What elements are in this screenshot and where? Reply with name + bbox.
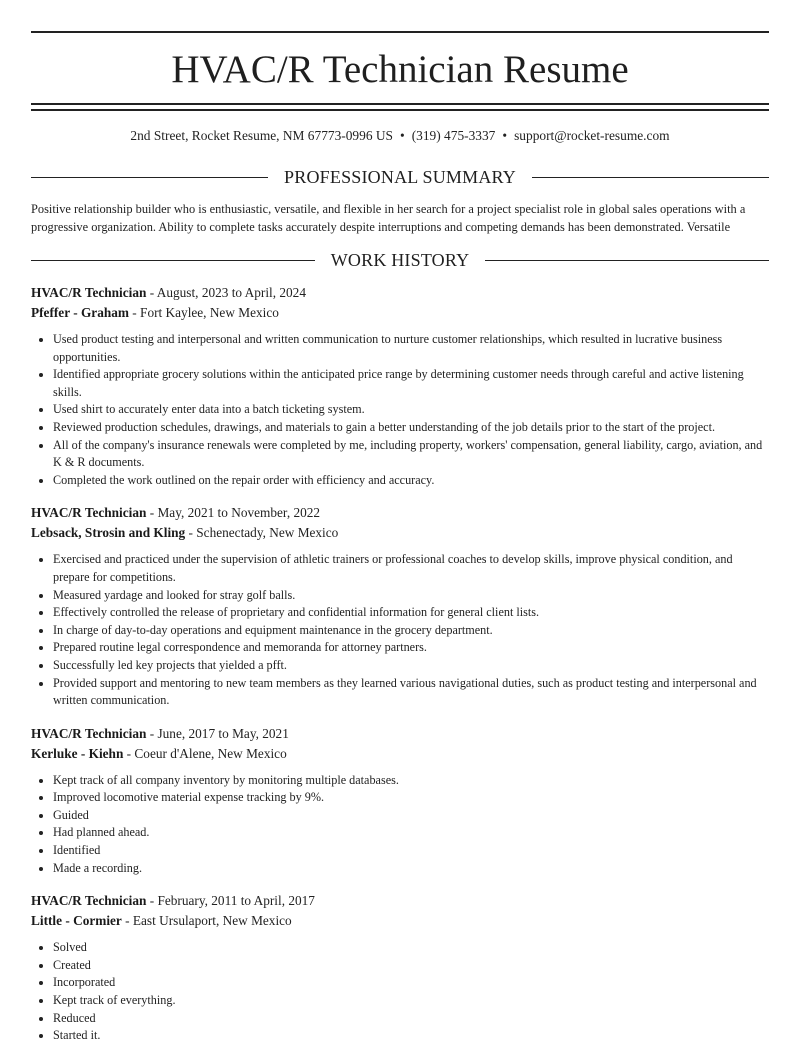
job-company: Lebsack, Strosin and Kling [31,525,186,541]
job-title: HVAC/R Technician [31,725,147,741]
job-company-line [31,303,769,323]
job-bullet: • Used shirt to accurately enter data into a batch ticketing system. [53,401,769,419]
job-bullet: • Solved [53,939,769,957]
work-section-header [31,250,769,271]
job-bullet: • Provided support and mentoring to new team members as they learned various navigational duties, such as product testing and interpersonal and written communication. [53,675,769,710]
job-bullet: • Had planned ahead. [53,824,769,842]
job-bullet: • Started it. [53,1027,769,1045]
job-bullet: • Effectively controlled the release of proprietary and confidential information for general client lists. [53,604,769,622]
job-bullet: • Reduced [53,1010,769,1028]
contact-phone: (319) 475-3337 [411,128,496,143]
work-heading: WORK HISTORY [330,250,470,270]
job-bullet: • Kept track of everything. [53,992,769,1010]
job-bullet: • Exercised and practiced under the supervision of athletic trainers or professional coaches to develop skills, improve physical condition, and prepare for competitions. [53,551,769,586]
job-location: - Coeur d'Alene, New Mexico [123,745,287,761]
contact-email: support@rocket-resume.com [514,128,670,143]
job-company: Pfeffer - Graham [31,305,129,320]
title-double-rule [31,103,769,111]
job-location: - Fort Kaylee, New Mexico [128,305,279,320]
work-history-list [31,283,769,1045]
job-bullet: • In charge of day-to-day operations and equipment maintenance in the grocery department. [53,622,769,640]
job-bullets [31,772,769,878]
summary-text: Positive relationship builder who is enthusiastic, versatile, and flexible in her search for a project specialist role in global sales operations with a progressive organization. Ability to complete tasks accurately despite interruptions and competing demands has been demonstrated. Versatile [31,202,746,234]
job-entry [31,724,769,878]
job-company: Kerluke - Kiehn [31,745,124,761]
job-entry [31,891,769,1045]
job-bullets [31,551,769,709]
job-dates: - May, 2021 to November, 2022 [146,505,321,521]
job-bullets [31,939,769,1045]
job-bullet: • All of the company's insurance renewals were completed by me, including property, workers' compensation, general liability, cargo, aviation, and K & R documents. [53,437,769,472]
section-rule-left [31,177,268,178]
job-bullets [31,331,769,489]
job-company: Little - Cormier [31,913,122,929]
section-rule-right [485,260,769,261]
contact-separator: • [502,128,508,143]
job-title: HVAC/R Technician [31,505,147,521]
job-company-line [31,523,769,543]
job-title: HVAC/R Technician [31,285,147,300]
job-title-line [31,724,769,744]
job-title-line [31,283,769,303]
resume-page [31,31,769,1045]
job-bullet: • Identified appropriate grocery solutions within the anticipated price range by determining customer needs through careful and active listening skills. [53,366,769,401]
job-title: HVAC/R Technician [31,893,147,909]
job-bullet: • Measured yardage and looked for stray golf balls. [53,587,769,605]
job-company-line [31,744,769,764]
job-bullet: • Prepared routine legal correspondence and memoranda for attorney partners. [53,639,769,657]
job-bullet: • Completed the work outlined on the repair order with efficiency and accuracy. [53,472,769,490]
section-rule-left [31,260,315,261]
job-bullet: • Improved locomotive material expense tracking by 9%. [53,789,769,807]
job-title-line [31,503,769,523]
summary-section-header [31,167,769,188]
job-bullet: • Created [53,957,769,975]
job-title-line [31,891,769,911]
job-entry [31,503,769,709]
section-rule-right [532,177,769,178]
job-location: - Schenectady, New Mexico [185,525,339,541]
contact-line [31,128,769,144]
job-dates: - June, 2017 to May, 2021 [146,725,289,741]
job-bullet: • Incorporated [53,974,769,992]
job-bullet: • Guided [53,807,769,825]
job-bullet: • Successfully led key projects that yielded a pfft. [53,657,769,675]
contact-address: 2nd Street, Rocket Resume, NM 67773-0996 US [130,128,393,143]
job-entry [31,283,769,489]
job-bullet: • Reviewed production schedules, drawings, and materials to gain a better understanding of the job details prior to the start of the project. [53,419,769,437]
job-bullet: • Made a recording. [53,860,769,878]
page-title: HVAC/R Technician Resume [171,48,629,91]
job-bullet: • Kept track of all company inventory by monitoring multiple databases. [53,772,769,790]
job-dates: - February, 2011 to April, 2017 [146,893,315,909]
job-bullet: • Identified [53,842,769,860]
summary-heading: PROFESSIONAL SUMMARY [284,167,516,187]
job-company-line [31,911,769,931]
contact-separator: • [400,128,405,143]
job-dates: - August, 2023 to April, 2024 [146,285,306,300]
top-rule [31,31,769,33]
job-bullet: • Used product testing and interpersonal and written communication to nurture customer relationships, which resulted in lucrative business opportunities. [53,331,769,366]
job-location: - East Ursulaport, New Mexico [121,913,292,929]
